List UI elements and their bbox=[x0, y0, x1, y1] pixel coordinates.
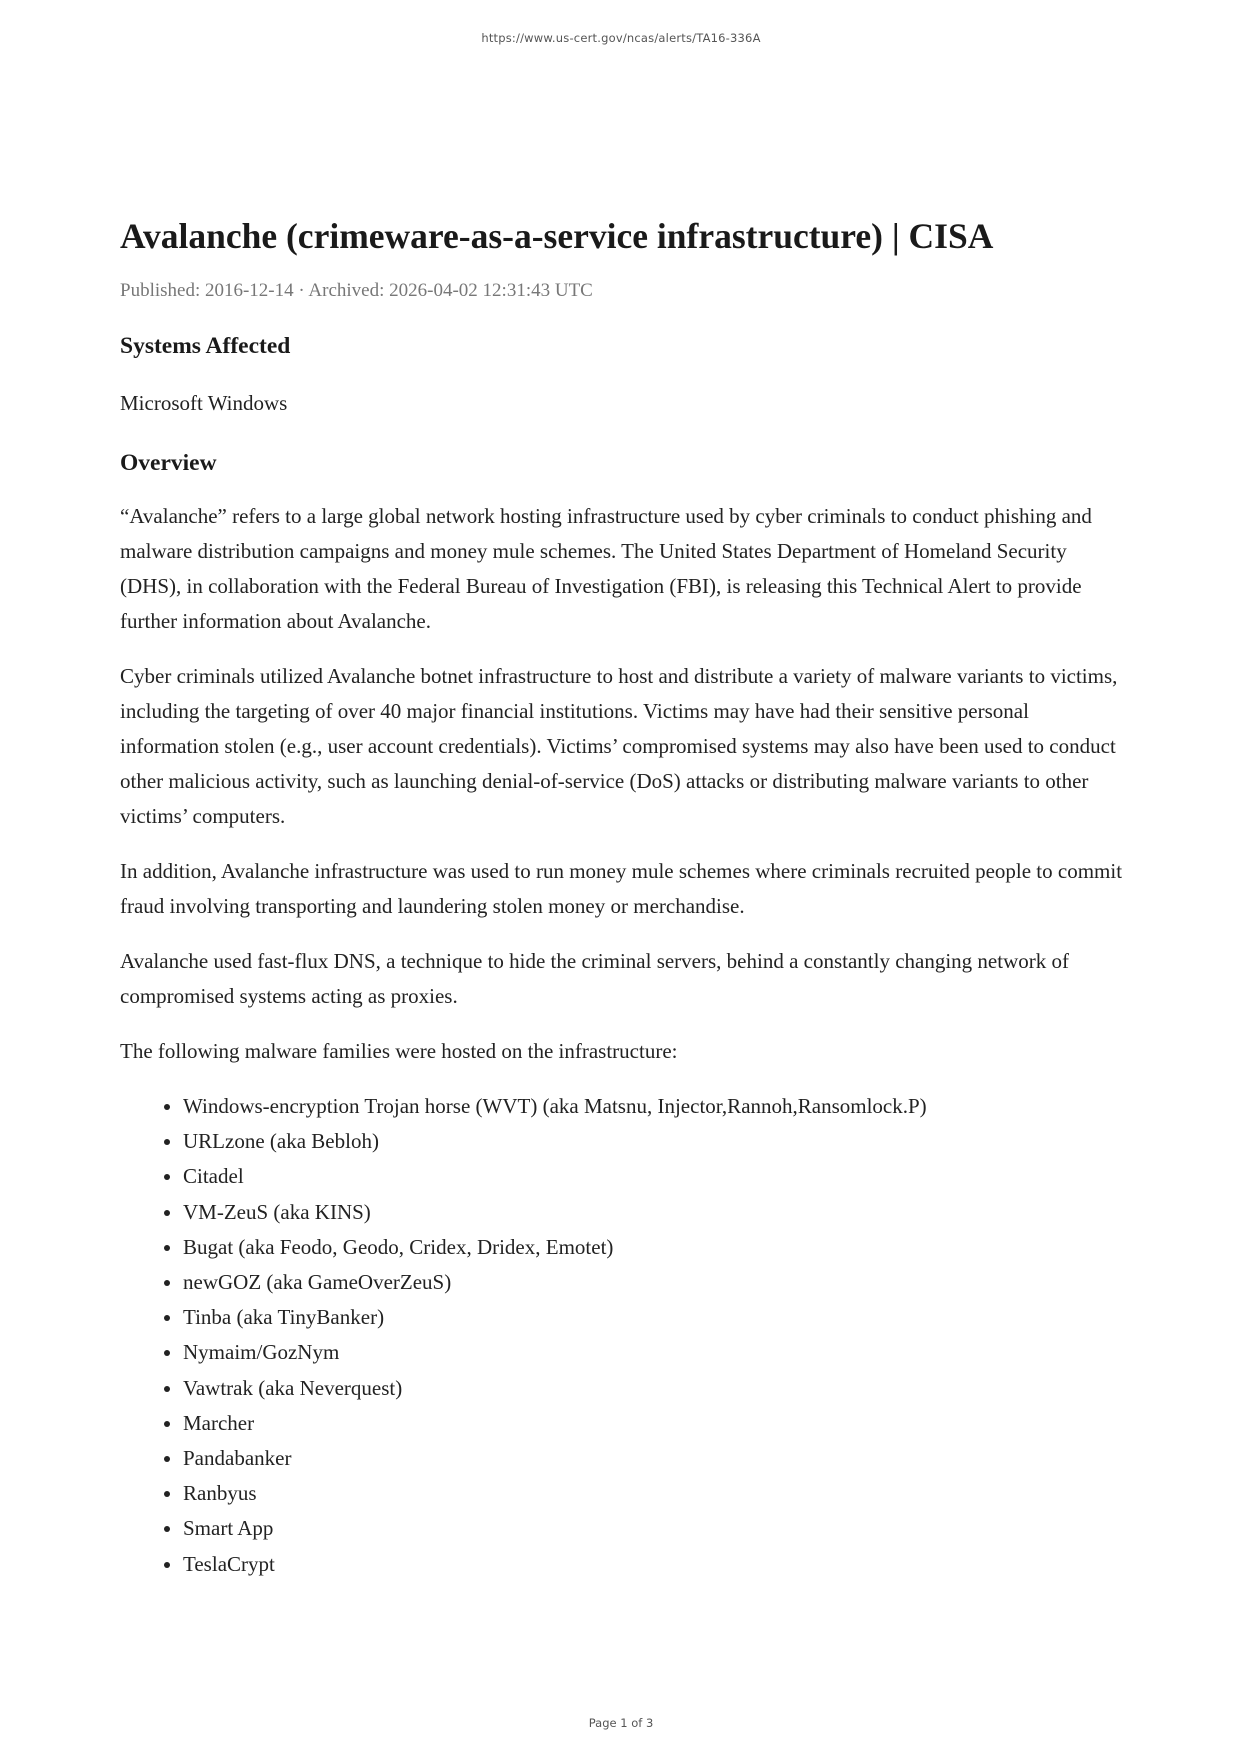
systems-affected-text: Microsoft Windows bbox=[120, 391, 288, 415]
page-number-footer: Page 1 of 3 bbox=[588, 1716, 654, 1730]
publish-meta: Published: 2016-12-14 · Archived: 2026-04-02 12:31:43 UTC bbox=[120, 280, 593, 301]
malware-families-list bbox=[120, 1089, 1130, 1582]
list-item: • URLzone (aka Bebloh) bbox=[183, 1124, 1130, 1159]
overview-paragraph: In addition, Avalanche infrastructure was used to run money mule schemes where criminals recruited people to commit fraud involving transporting and laundering stolen money or merchandise. bbox=[120, 859, 1123, 918]
article-content bbox=[120, 212, 1130, 1582]
overview-paragraph: Cyber criminals utilized Avalanche botnet infrastructure to host and distribute a variety of malware variants to victims, including the targeting of over 40 major financial institutions. Victims may have had their sensitive personal information stolen (e.g., user account credentials). Victims’ compromised systems may also have been used to conduct other malicious activity, such as launching denial-of-service (DoS) attacks or distributing malware variants to other victims’ computers. bbox=[120, 664, 1118, 828]
list-item: • TeslaCrypt bbox=[183, 1547, 1130, 1582]
list-item: • Ranbyus bbox=[183, 1476, 1130, 1511]
malware-list-intro: The following malware families were hosted on the infrastructure: bbox=[120, 1039, 678, 1063]
page-title: Avalanche (crimeware-as-a-service infrastructure) | CISA bbox=[120, 216, 994, 256]
list-item: • Tinba (aka TinyBanker) bbox=[183, 1300, 1130, 1335]
list-item: • Marcher bbox=[183, 1406, 1130, 1441]
list-item: • Smart App bbox=[183, 1511, 1130, 1546]
overview-paragraph: Avalanche used fast-flux DNS, a technique to hide the criminal servers, behind a constantly changing network of compromised systems acting as proxies. bbox=[120, 949, 1069, 1008]
list-item: • Citadel bbox=[183, 1159, 1130, 1194]
list-item: • Vawtrak (aka Neverquest) bbox=[183, 1371, 1130, 1406]
overview-heading: Overview bbox=[120, 450, 217, 476]
systems-affected-heading: Systems Affected bbox=[120, 333, 291, 359]
list-item: • Windows-encryption Trojan horse (WVT) (aka Matsnu, Injector,Rannoh,Ransomlock.P) bbox=[183, 1089, 1130, 1124]
overview-paragraph: “Avalanche” refers to a large global network hosting infrastructure used by cyber criminals to conduct phishing and malware distribution campaigns and money mule schemes. The United States Department of Homeland Security (DHS), in collaboration with the Federal Bureau of Investigation (FBI), is releasing this Technical Alert to provide further information about Avalanche. bbox=[120, 504, 1092, 633]
list-item: • Bugat (aka Feodo, Geodo, Cridex, Dridex, Emotet) bbox=[183, 1230, 1130, 1265]
list-item: • Nymaim/GozNym bbox=[183, 1335, 1130, 1370]
list-item: • VM-ZeuS (aka KINS) bbox=[183, 1195, 1130, 1230]
list-item: • Pandabanker bbox=[183, 1441, 1130, 1476]
page-url-header: https://www.us-cert.gov/ncas/alerts/TA16-336A bbox=[481, 31, 761, 45]
list-item: • newGOZ (aka GameOverZeuS) bbox=[183, 1265, 1130, 1300]
